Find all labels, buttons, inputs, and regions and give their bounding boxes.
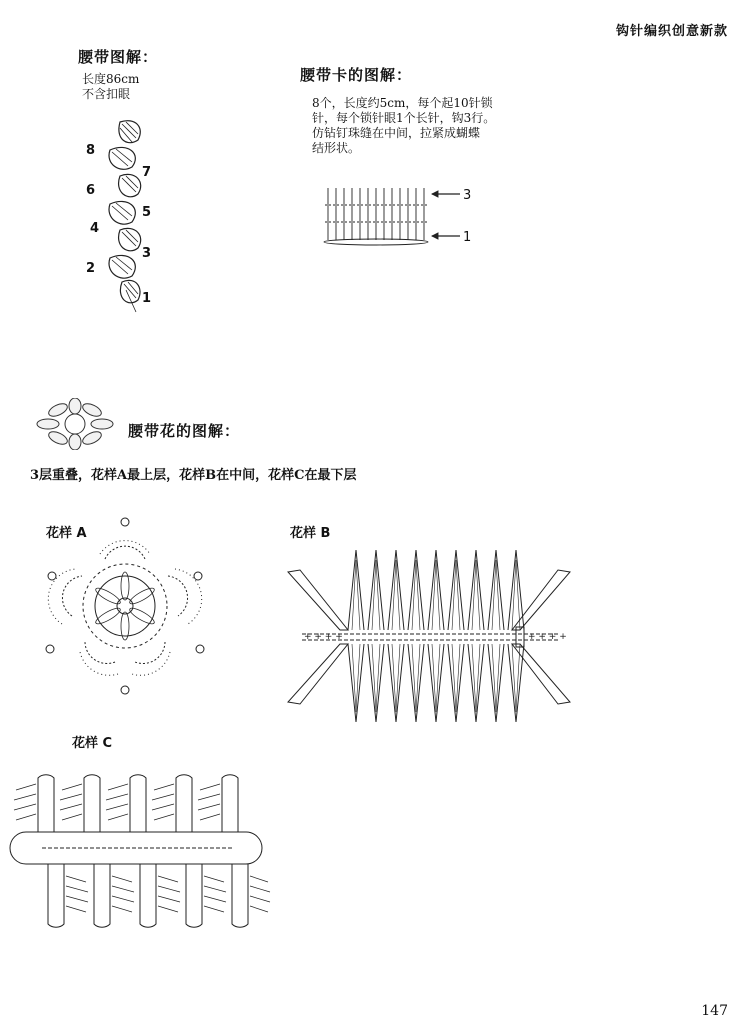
belt-title: 腰带图解：: [78, 48, 159, 66]
clasp-desc-3: 仿钻钉珠缝在中间，拉紧成蝴蝶: [312, 126, 481, 140]
clasp-title: 腰带卡的图解：: [300, 66, 413, 84]
belt-row-2: 2: [86, 261, 96, 276]
pattern-c-label: 花样 C: [72, 736, 113, 751]
clasp-desc-1: 8个，长度约5cm，每个起10针锁: [312, 96, 493, 110]
pattern-a-chart: [40, 514, 210, 699]
pattern-c-chart: [6, 760, 276, 948]
svg-text:+ + + +: + + + +: [528, 632, 567, 642]
pattern-b-chart: [280, 542, 575, 727]
belt-row-7: 7: [142, 165, 152, 180]
pattern-a-label: 花样 A: [46, 526, 87, 541]
belt-chart: [80, 112, 170, 327]
svg-text:+ + + +: + + + +: [304, 632, 343, 642]
belt-row-5: 5: [142, 205, 152, 220]
clasp-row-1: 1: [463, 230, 472, 245]
belt-shell: [109, 255, 135, 278]
book-title: 钩针编织创意新款: [615, 24, 728, 39]
clasp-row-3: 3: [463, 188, 472, 203]
flower-title: 腰带花的图解：: [128, 422, 241, 440]
pattern-b-label: 花样 B: [290, 526, 331, 541]
belt-row-4: 4: [90, 221, 100, 236]
belt-row-6: 6: [86, 183, 96, 198]
belt-length: 长度86cm: [82, 72, 140, 86]
belt-row-8: 8: [86, 143, 96, 158]
page-number: 147: [701, 1003, 728, 1019]
clasp-desc-2: 针，每个锁针眼1个长针，钩3行。: [312, 111, 496, 125]
clasp-desc-4: 结形状。: [312, 141, 361, 155]
flower-icon: [36, 398, 116, 450]
flower-desc: 3层重叠，花样A最上层，花样B在中间，花样C在最下层: [30, 468, 357, 483]
clasp-chart: [320, 180, 480, 250]
belt-note: 不含扣眼: [82, 87, 131, 101]
belt-shell: [109, 147, 135, 169]
belt-row-3: 3: [142, 246, 152, 261]
belt-row-1: 1: [142, 291, 152, 306]
belt-shell: [109, 201, 135, 224]
